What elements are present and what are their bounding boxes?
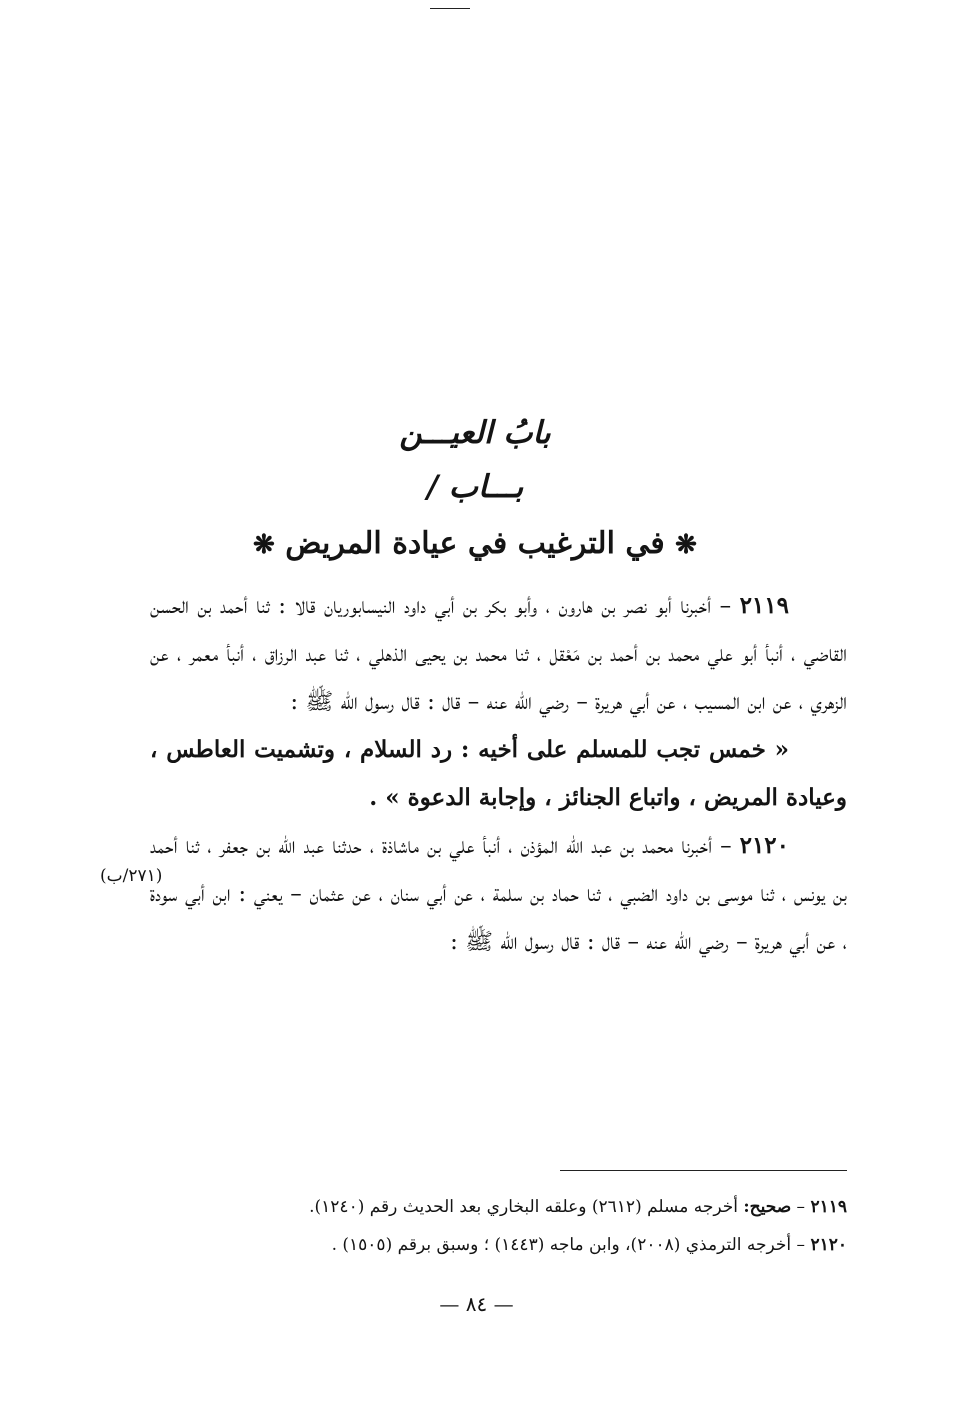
- footnote-2120: [100, 1226, 847, 1264]
- footnotes: [100, 1188, 847, 1264]
- top-rule: [430, 8, 470, 9]
- section-title-text: في الترغيب في عيادة المريض: [285, 526, 665, 561]
- hadith-isnad-text: أخبرنا أبو نصر بن هارون ، وأبو بكر بن أبي داود النيسابوريان قالا : ثنا أحمد بن الحسن القاضي ، أنبأ أبو علي محمد بن أحمد بن مَعْقل ، ثنا محمد بن يحيى الذهلي ، ثنا عبد الرزاق ، أنبأ معمر ، عن الزهري ، عن ابن المسيب ، عن أبي هريرة – رضي الله عنه – قال : قال رسول الله ﷺ :: [150, 593, 847, 715]
- hadith-2119-matn: « خمس تجب للمسلم على أخيه : رد السلام ، وتشميت العاطس ، وعيادة المريض ، واتباع الجنائز ، وإجابة الدعوة » .: [150, 736, 847, 811]
- bab-heading: بـــاب /: [426, 469, 524, 505]
- footnote-separator: –: [791, 1197, 811, 1217]
- section-title: [100, 516, 850, 573]
- footnote-2119: [100, 1188, 847, 1226]
- footnote-number: ٢١٢٠: [810, 1235, 847, 1255]
- star-ornament-icon: ❋: [675, 530, 697, 560]
- footnote-separator: –: [791, 1235, 811, 1255]
- chapter-title: بابُ العيـــن: [399, 415, 551, 451]
- footnote-text: أخرجه مسلم (٢٦١٢) وعلقه البخاري بعد الحديث رقم (١٢٤٠).: [309, 1197, 744, 1217]
- folio-marker: (٢٧١/ب): [100, 866, 163, 886]
- hadith-2119-isnad: [150, 582, 847, 726]
- hadith-2120-isnad: [150, 822, 847, 966]
- page-number: — ٨٤ —: [439, 1292, 514, 1316]
- hadith-number: ٢١٢٠: [739, 832, 790, 859]
- footnote-number: ٢١١٩: [810, 1197, 847, 1217]
- hadith-separator: –: [712, 833, 740, 859]
- footnote-rule: [560, 1170, 847, 1171]
- footnote-grade: صحيح:: [743, 1197, 792, 1217]
- hadith-isnad-text: أخبرنا محمد بن عبد الله المؤذن ، أنبأ علي بن ماشاذة ، حدثنا عبد الله بن جعفر ، ثنا أحمد بن يونس ، ثنا موسى بن داود الضبي ، ثنا حماد بن سلمة ، عن أبي سنان ، عن عثمان – يعني : ابن أبي سودة ، عن أبي هريرة – رضي الله عنه – قال : قال رسول الله ﷺ :: [150, 833, 847, 955]
- hadith-number: ٢١١٩: [739, 592, 789, 619]
- heading-block: [100, 408, 850, 573]
- footnote-text: أخرجه الترمذي (٢٠٠٨)، وابن ماجه (١٤٤٣) ؛ وسبق برقم (١٥٠٥) .: [331, 1235, 792, 1255]
- hadith-separator: –: [711, 593, 740, 619]
- star-ornament-icon: ❋: [253, 530, 275, 560]
- main-text: [150, 582, 847, 966]
